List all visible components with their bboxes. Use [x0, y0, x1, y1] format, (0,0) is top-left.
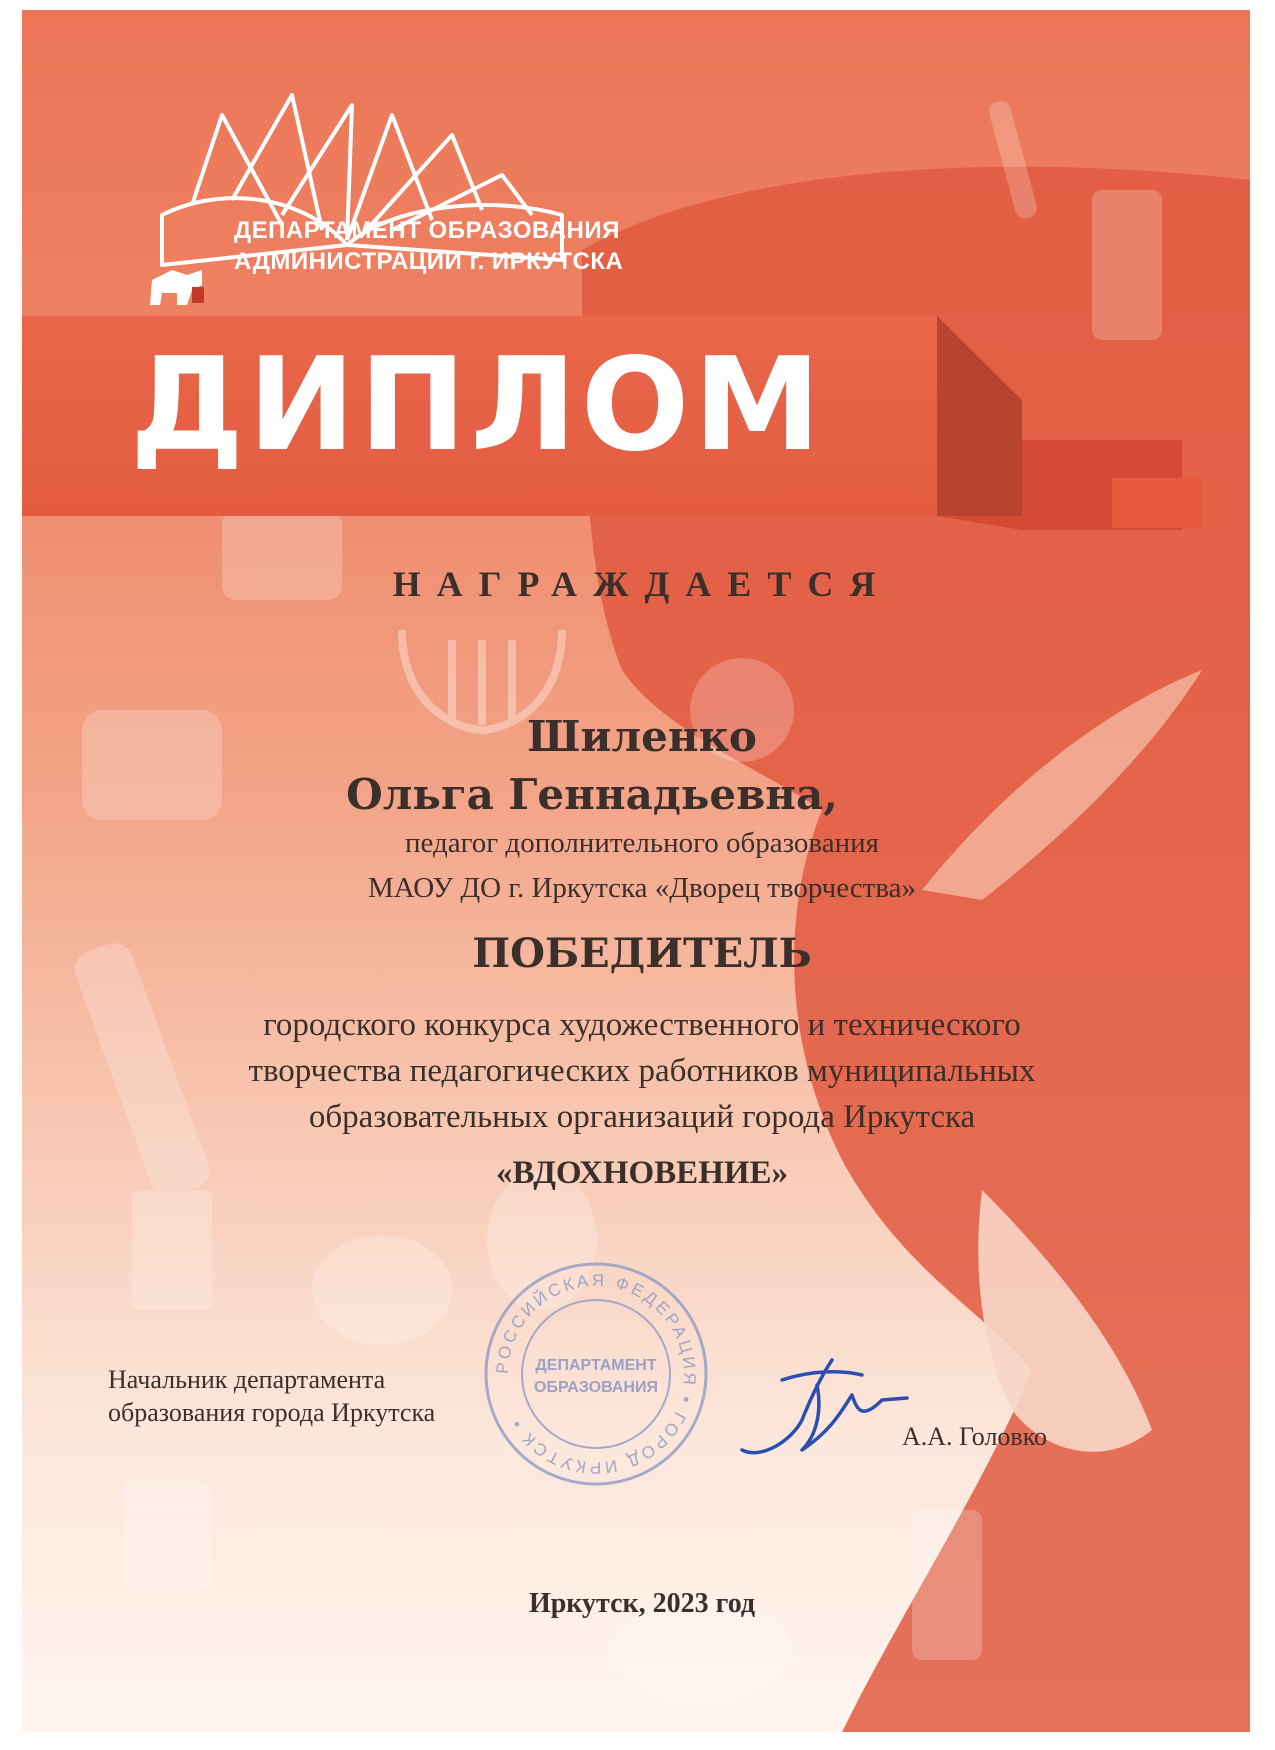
award-description-line-3: образовательных организаций города Иркутска: [308, 1099, 976, 1135]
recipient-position-line-2: МАОУ ДО г. Иркутска «Дворец творчества»: [367, 872, 917, 904]
stamp-center-line-2: ОБРАЗОВАНИЯ: [534, 1379, 658, 1396]
diploma-title: ДИПЛОМ: [130, 331, 825, 480]
logo-line-1: ДЕПАРТАМЕНТ ОБРАЗОВАНИЯ: [234, 217, 620, 244]
award-description-line-2: творчества педагогических работников муниципальных: [248, 1053, 1036, 1089]
column-icon: [132, 1190, 212, 1310]
award-status: ПОБЕДИТЕЛЬ: [472, 930, 812, 977]
diploma-sheet: [22, 10, 1250, 1732]
signatory-name: А.А. Головко: [902, 1422, 1048, 1451]
logo-line-2: АДМИНИСТРАЦИИ г. ИРКУТСКА: [234, 248, 624, 275]
palette-icon: [312, 1235, 452, 1345]
recipient-position-line-1: педагог дополнительного образования: [404, 827, 879, 859]
ink-bottle-icon: [122, 1480, 212, 1590]
award-description-line-1: городского конкурса художественного и технического: [263, 1007, 1021, 1043]
signatory-title-line-2: образования города Иркутска: [108, 1398, 436, 1427]
tube-icon: [1092, 190, 1162, 340]
recipient-surname: Шиленко: [527, 712, 757, 761]
awarded-heading: НАГРАЖДАЕТСЯ: [392, 564, 892, 604]
sable-emblem-icon: [150, 270, 204, 305]
stamp-center-line-1: ДЕПАРТАМЕНТ: [535, 1357, 657, 1374]
place-and-year: Иркутск, 2023 год: [528, 1588, 756, 1619]
signatory-title-line-1: Начальник департамента: [108, 1365, 386, 1394]
recipient-given-names: Ольга Геннадьевна,: [346, 770, 838, 819]
ribbon-tab: [1112, 478, 1202, 528]
handwritten-signature: [722, 1340, 912, 1470]
official-stamp: [480, 1258, 712, 1490]
tube-icon-bottom: [912, 1510, 982, 1660]
contest-name: «ВДОХНОВЕНИЕ»: [495, 1155, 789, 1191]
stamp-ring-text: РОССИЙСКАЯ ФЕДЕРАЦИЯ • ГОРОД ИРКУТСК •: [492, 1270, 700, 1478]
